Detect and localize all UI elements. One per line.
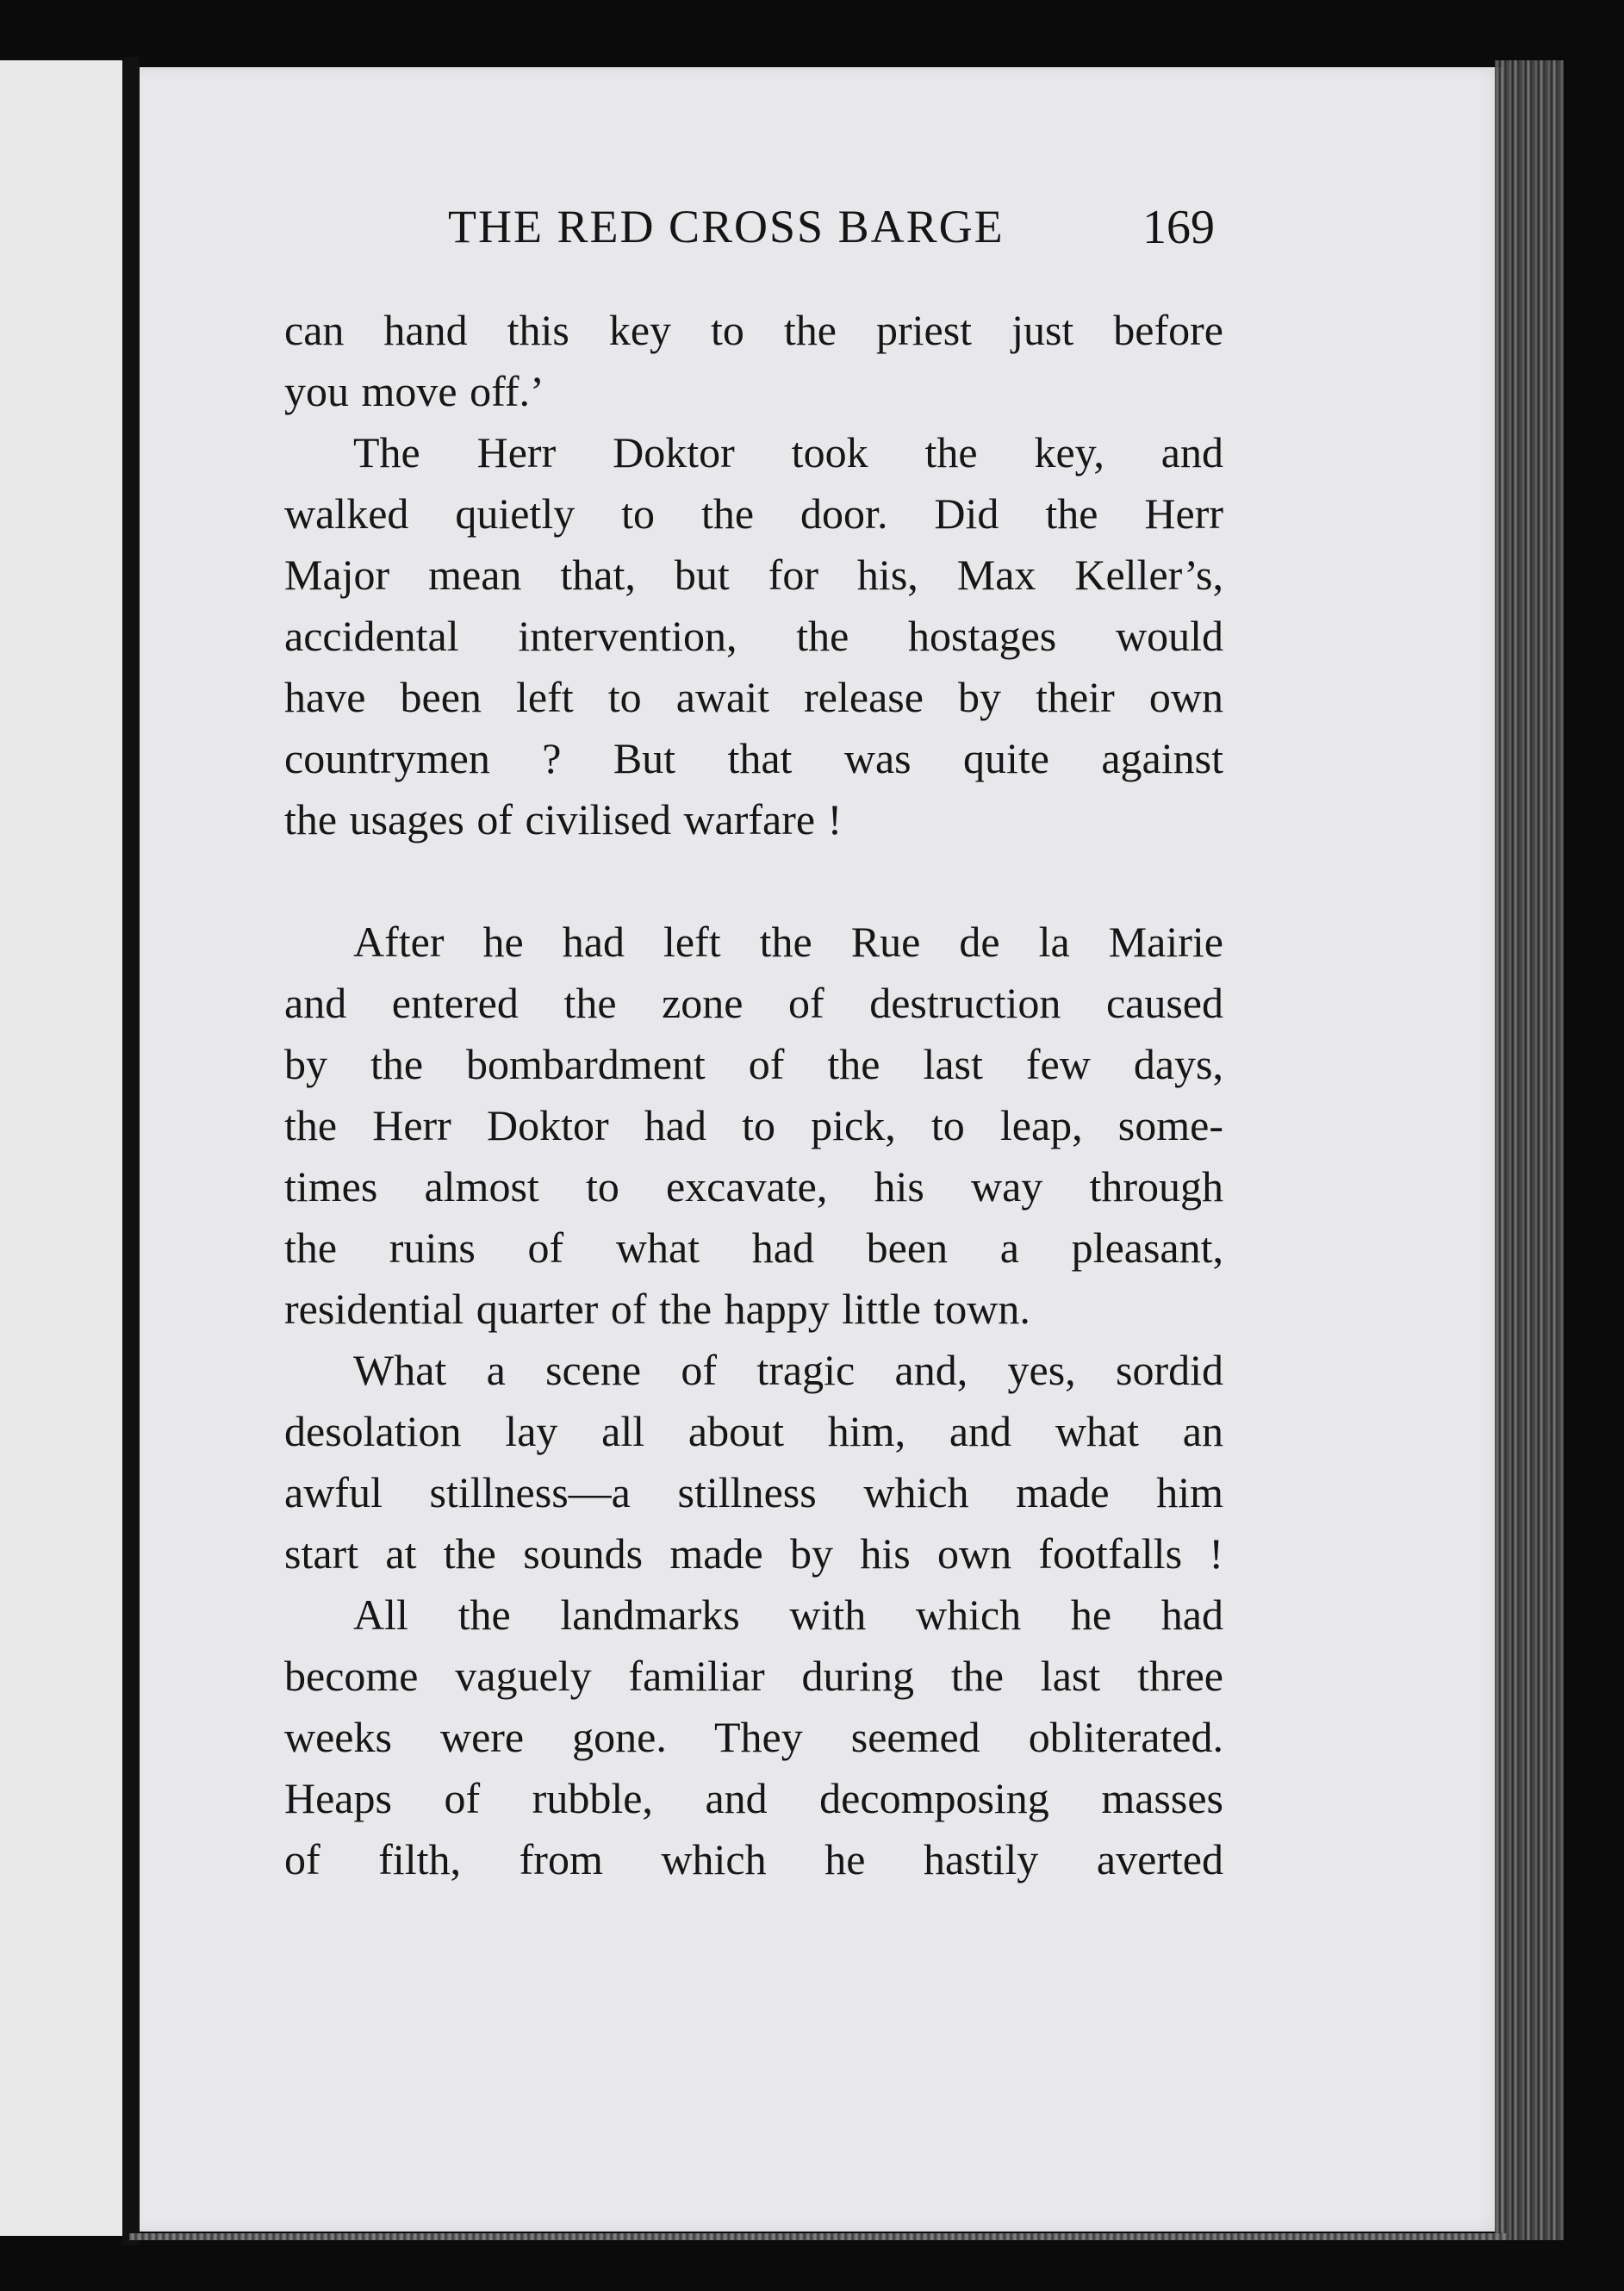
paragraph <box>284 422 1223 850</box>
text-line: After he had left the Rue de la Mairie <box>353 918 1223 966</box>
text-line: countrymen ? But that was quite against <box>284 734 1223 782</box>
text-line: and entered the zone of destruction caused <box>284 979 1223 1027</box>
text-line: of filth, from which he hastily averted <box>284 1835 1223 1883</box>
body-text <box>284 300 1223 1890</box>
text-line: accidental intervention, the hostages would <box>284 612 1223 660</box>
text-line: you move off.’ <box>284 367 544 415</box>
text-line: weeks were gone. They seemed obliterated. <box>284 1713 1223 1761</box>
text-line: times almost to excavate, his way through <box>284 1162 1223 1211</box>
page-number: 169 <box>1142 201 1215 254</box>
text-line: Heaps of rubble, and decomposing masses <box>284 1774 1223 1822</box>
text-line: All the landmarks with which he had <box>353 1591 1223 1639</box>
page-bottom-edge <box>129 2233 1508 2240</box>
running-head <box>284 200 1223 269</box>
text-line: What a scene of tragic and, yes, sordid <box>353 1346 1223 1394</box>
paragraph <box>284 1584 1223 1890</box>
text-line: The Herr Doktor took the key, and <box>353 428 1223 476</box>
text-line: start at the sounds made by his own footfalls ! <box>284 1529 1223 1578</box>
text-line: walked quietly to the door. Did the Herr <box>284 489 1223 538</box>
paragraph-continuation <box>284 300 1223 422</box>
text-line: the Herr Doktor had to pick, to leap, some- <box>284 1101 1223 1149</box>
running-title: THE RED CROSS BARGE <box>448 201 1005 252</box>
page-fore-edge <box>1495 60 1564 2240</box>
text-line: the usages of civilised warfare ! <box>284 795 843 844</box>
left-page-edge <box>0 60 122 2236</box>
text-line: desolation lay all about him, and what an <box>284 1407 1223 1455</box>
section-break <box>284 850 1223 912</box>
text-line: by the bombardment of the last few days, <box>284 1040 1223 1088</box>
text-line: become vaguely familiar during the last three <box>284 1652 1223 1700</box>
text-line: have been left to await release by their own <box>284 673 1223 721</box>
text-line: awful stillness—a stillness which made him <box>284 1468 1223 1516</box>
text-line: Major mean that, but for his, Max Keller’s, <box>284 551 1223 599</box>
text-line: residential quarter of the happy little town. <box>284 1285 1030 1333</box>
text-line: the ruins of what had been a pleasant, <box>284 1223 1223 1272</box>
text-line: can hand this key to the priest just before <box>284 306 1223 354</box>
book-gutter <box>122 57 140 2245</box>
paragraph <box>284 912 1223 1340</box>
paragraph <box>284 1340 1223 1584</box>
